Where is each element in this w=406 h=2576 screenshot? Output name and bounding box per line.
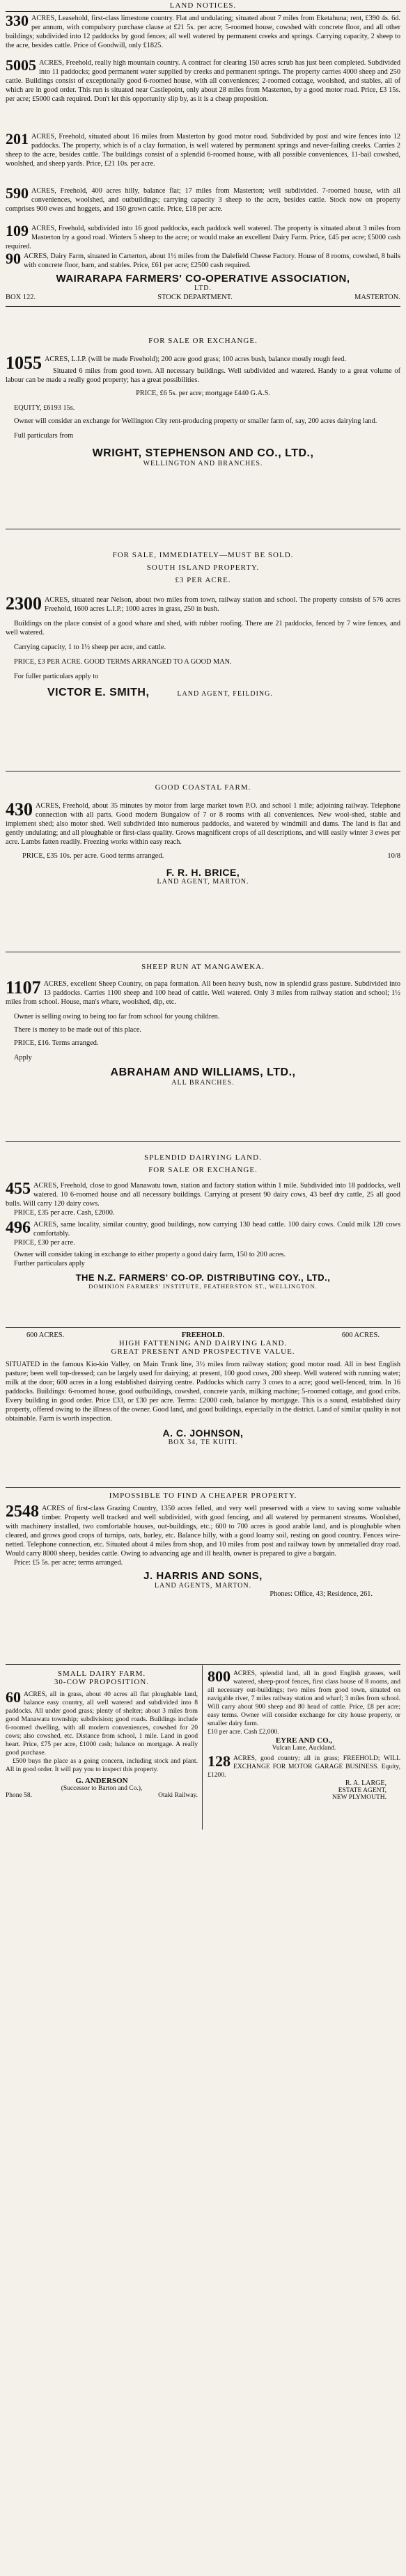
- divider: [6, 1327, 400, 1328]
- listing-text: ACRES, good country; all in grass; FREEHOLD; WILL EXCHANGE FOR MOTOR GARAGE BUSINESS. Equity, £1200.: [208, 1754, 400, 1779]
- listing-number: 590: [6, 184, 29, 202]
- agent-name: J. HARRIS AND SONS,: [143, 1570, 263, 1582]
- listing-text: ACRES, Freehold, really high mountain country. A contract for clearing 150 acres scrub has just been completed. Subdivided into 11 paddocks; good permanent water supplied by creeks and permanent springs. The property carries 4000 sheep and 250 cattle. Buildings consist of exceptionally good 6-roomed house, with all conveniences; 2-roomed cottage, woolshed, and stables, all of which are in good order. This run is situated near Castlepoint, only about 28 miles from Masterton, by a good motor road. Price, £3 15s. per acre; £5000 cash required. Don't let this opportunity slip by, as it is a cheap proposition.: [6, 59, 400, 103]
- divider: [6, 1141, 400, 1142]
- listing-text: ACRES, Dairy Farm, situated in Carterton, about 1½ miles from the Dalefield Cheese Factory. House of 8 rooms, cowshed, 8 bails with concrete floor, barn, and stables. Price, £61 per acre; £2500 cash required.: [24, 253, 400, 269]
- price: Price: £5 5s. per acre; terms arranged.: [14, 1559, 123, 1567]
- land-notices-header: [6, 1, 400, 10]
- ad-header: SMALL DAIRY FARM.: [57, 1670, 146, 1678]
- ad-header: SPLENDID DAIRYING LAND.: [144, 1153, 262, 1162]
- listing-number: 128: [208, 1752, 231, 1770]
- price: PRICE, £3 PER ACRE. GOOD TERMS ARRANGED TO A GOOD MAN.: [14, 658, 232, 666]
- price: PRICE, £35 per acre. Cash, £2000.: [14, 1209, 115, 1217]
- listing-90: [6, 252, 400, 270]
- listing-number: 430: [6, 799, 33, 819]
- agent-name: ABRAHAM AND WILLIAMS, LTD.,: [110, 1066, 296, 1078]
- listing-text: Owner is selling owing to being too far from school for young children.: [14, 1013, 220, 1021]
- divider: [6, 1664, 400, 1665]
- listing-text: ACRES, excellent Sheep Country, on papa formation. All been heavy bush, now in splendid grass pasture. Subdivided into 13 paddocks. Carries 1100 sheep and 100 head of cattle. Well watered. Only 3 miles from railway station and school; 1½ miles from school. House, man's whare, woolshed, dip, etc.: [6, 980, 400, 1006]
- agent-address: BOX 34, TE KUITI.: [168, 1439, 238, 1446]
- listing-5005: [6, 58, 400, 104]
- listing-number: 800: [208, 1667, 231, 1685]
- listing-number: 455: [6, 1180, 31, 1198]
- equity: EQUITY, £6193 15s.: [14, 404, 75, 412]
- listing-text: ACRES, splendid land, all in good English grasses, well watered, sheep-proof fences, first class house of 8 rooms, and all necessary out-buildings; two miles from good town, situated on navigable river, 7 miles railway station and wharf; 3 miles from school. Will carry about 900 sheep and 80 head of cattle. Price, £8 per acre; easy terms. Owner will consider exchange for city house property, or smaller dairy farm.: [208, 1670, 400, 1727]
- agent-name: A. C. JOHNSON,: [162, 1427, 244, 1439]
- listing-text: ACRES, same locality, similar country, good buildings, now carrying 130 head cattle. 100 dairy cows. Could milk 120 cows comfortably.: [33, 1221, 400, 1238]
- listing-number: 60: [6, 1688, 21, 1706]
- town: MASTERTON.: [354, 294, 400, 301]
- listing-text: ACRES, Freehold, subdivided into 16 good paddocks, each paddock well watered. The property is situated about 3 miles from Masterton by a good road. Winters 5 sheep to the acre; or would make an excellent Dairy Farm. Price, £45 per acre; £5000 cash required.: [6, 225, 400, 250]
- agent-name: EYRE AND CO.,: [275, 1736, 333, 1745]
- full-particulars: Full particulars from: [14, 432, 74, 440]
- agent-name: WRIGHT, STEPHENSON AND CO., LTD.,: [92, 447, 314, 459]
- listing-text: £500 buys the place as a going concern, including stock and plant. All in good order. It will pay you to inspect this property.: [6, 1757, 198, 1773]
- ad-subheader: 30-COW PROPOSITION.: [54, 1678, 150, 1686]
- agent-branches: ALL BRANCHES.: [171, 1079, 235, 1087]
- listing-number: 201: [6, 130, 29, 147]
- ad-subheader: SOUTH ISLAND PROPERTY.: [146, 563, 260, 572]
- agent-ltd: LTD.: [194, 285, 212, 292]
- listing-text: ACRES, Freehold, close to good Manawatu town, station and factory station within 1 mile. Subdivided into 18 paddocks, well watered. 10 6-roomed house and all necessary buildings. Carrying at present 90 dairy cows, 43 beef dry cattle, 25 all good bulls. Will carry 120 dairy cows.: [6, 1182, 400, 1208]
- listing-number: 496: [6, 1219, 31, 1237]
- agent-name: WAIRARAPA FARMERS' CO-OPERATIVE ASSOCIATION,: [56, 273, 350, 285]
- divider: [6, 306, 400, 307]
- apply: Apply: [14, 1054, 32, 1062]
- acres-left: 600 ACRES.: [26, 1331, 65, 1339]
- listing-text: Owner will consider taking in exchange to either property a good dairy farm, 150 to 200 acres.: [14, 1251, 286, 1258]
- listing-109: [6, 224, 400, 251]
- divider: [6, 1487, 400, 1488]
- agent-name: F. R. H. BRICE,: [166, 867, 240, 878]
- listing-201: [6, 132, 400, 168]
- listing-text: There is money to be made out of this place.: [14, 1026, 142, 1034]
- ad-subheader: £3 PER ACRE.: [175, 576, 231, 584]
- ad-coastal-farm: [6, 783, 400, 886]
- listing-number: 90: [6, 250, 21, 267]
- agent-address: Otaki Railway.: [158, 1792, 198, 1799]
- listing-330: [6, 14, 400, 50]
- tenure: FREEHOLD.: [181, 1331, 225, 1339]
- listing-number: 1107: [6, 977, 41, 998]
- ad-cheaper-property: [6, 1491, 400, 1599]
- ad-ref: 10/8: [387, 852, 400, 860]
- listing-text: ACRES, Freehold, 400 acres hilly, balance flat; 17 miles from Masterton; well subdivided. 7-roomed house, with all conveniences, woolshed, and outbuildings; carrying capacity 3 sheep to the acre, besides cattle. Stock now on property comprises 900 ewes and hoggets, and 150 grown cattle. Price, £18 per acre.: [6, 187, 400, 213]
- listing-text: ACRES, all in grass, about 40 acres all flat ploughable land, balance easy country, all well watered and subdivided into 8 paddocks. All under good grass; plenty of shelter; about 3 miles from good Manawatu township; subdivision; good roads. Buildings include 6-roomed dwelling, with all modern conveniences, cowshed for 20 cows; also cowshed, etc. Distance from school, 1 mile. Land in good heart. Price, £75 per acre, £1000 cash; balance on mortgage. A really good purchase.: [6, 1690, 198, 1757]
- agent-name: G. ANDERSON: [75, 1777, 128, 1785]
- divider: [6, 11, 400, 12]
- agent-address: Vulcan Lane, Auckland.: [272, 1745, 336, 1752]
- price: PRICE, £6 5s. per acre; mortgage £440 G.A.S.: [136, 390, 270, 397]
- listing-text: Owner will consider an exchange for Wellington City rent-producing property or smaller farm of, say, 200 acres dairying land.: [14, 417, 377, 425]
- ad-header: SHEEP RUN AT MANGAWEKA.: [141, 963, 265, 971]
- listing-text: SITUATED in the famous Kio-kio Valley, on Main Trunk line, 3½ miles from railway station; good motor road. All in best English pasture; been well top-dressed; can be largely used for dairying; at present, 100 good cows, 200 sheep. Well watered with running water; milk at the door; 600 acres in a long established dairying centre. Paddocks which carry 3 cows to a acre; good well-fenced, trim. In 16 paddocks. Buildings: 6-roomed house, good outbuildings, cowshed, concrete yards, milking machine; 5-roomed cottage, and good cribs. Every building in good order. Price £33, or £30 per acre. Terms: £2000 cash, balance by mortgage. This is a sound, established dairy property, offered owing to the illness of the owner. Good land, and good buildings, especially in the district. Land of similar quality is not obtainable. Farm is worth inspection.: [6, 1361, 400, 1423]
- listing-number: 5005: [6, 56, 36, 74]
- wairarapa-agent: [6, 273, 400, 301]
- phone: Phone 58.: [6, 1792, 32, 1799]
- price: PRICE, £35 10s. per acre. Good terms arranged.: [22, 852, 164, 860]
- agent-sub: (Successor to Barton and Co.),: [61, 1785, 143, 1792]
- ad-dairying-land: [6, 1153, 400, 1290]
- listing-text: ACRES, Leasehold, first-class limestone country. Flat and undulating; situated about 7 miles from Eketahuna; rent, £390 4s. 6d. per annum, with compulsory purchase clause at £21 5s. per acre; 5-roomed house, cowshed with concrete floor, and all other buildings; subdivided into 12 paddocks by good fences; all well watered by permanent creeks and springs. Carrying capacity, 2 sheep to the acre, besides cattle. Price of Goodwill, only £1825.: [6, 15, 400, 49]
- listing-text: ACRES, Freehold, about 35 minutes by motor from large market town P.O. and school 1 mile; adjoining railway. Telephone connection with all parts. Good modern Bungalow of 7 or 8 rooms with all conveniences. New wool-shed, stable and implement shed; also motor shed. Well subdivided into numerous paddocks, and watered by windmill and dams. The land is flat and gently undulating; and all ploughable or first-class quality. Grows magnificent crops of all descriptions, and will easily winter 3 ewes per acre. Lambs fatten readily. Freezing works within easy reach.: [6, 802, 400, 846]
- box-number: BOX 122.: [6, 294, 36, 301]
- ad-subheader: HIGH FATTENING AND DAIRYING LAND.: [118, 1339, 288, 1347]
- agent-address: DOMINION FARMERS' INSTITUTE, FEATHERSTON ST., WELLINGTON.: [88, 1283, 318, 1290]
- phones: Phones: Office, 43; Residence, 261.: [270, 1590, 373, 1598]
- agent-role: LAND AGENT, FEILDING.: [177, 690, 273, 698]
- ad-south-island: [6, 551, 400, 699]
- ad-sheep-run: [6, 963, 400, 1087]
- further-particulars: For fuller particulars apply to: [14, 673, 99, 680]
- listing-number: 2300: [6, 593, 42, 614]
- listing-text: ACRES of first-class Grazing Country, 1350 acres felled, and very well preserved with a view to saving some valuable timber. Property well tracked and well subdivided, with good fencing, and all watered by permanent streams. Woolshed, with machinery installed, two comfortable houses, out-buildings, etc.; 600 to 700 acres is good arable land, and is ploughable when cleared, and grows good crops of turnips, oats, barley, etc. Balance hilly, with a good loamy soil, resting on good country. Fences wire-netted. Telephone connection, etc. Situated about 4 miles from shop, and 10 miles from post and railway town by unmetalled dray road. Would carry 8000 sheep, besides cattle. Owing to advancing age and ill health, owner is prepared to give a bargain.: [6, 1505, 400, 1558]
- department: STOCK DEPARTMENT.: [157, 294, 233, 301]
- agent-role: LAND AGENTS, MARTON.: [154, 1582, 252, 1590]
- ad-header: FOR SALE OR EXCHANGE.: [148, 337, 258, 345]
- column-divider: [202, 1665, 203, 1830]
- listing-number: 1055: [6, 353, 42, 373]
- price: PRICE, £16. Terms arranged.: [14, 1039, 99, 1047]
- price: £10 per acre. Cash £2,000.: [208, 1728, 279, 1736]
- listing-text: ACRES, situated near Nelson, about two miles from town, railway station and school. The property consists of 576 acres Freehold, 1600 acres L.I.P.; 1000 acres in grass, 250 in bush.: [45, 596, 400, 613]
- ad-header: FOR SALE, IMMEDIATELY—MUST BE SOLD.: [112, 551, 294, 559]
- listing-text: ACRES, L.I.P. (will be made Freehold); 200 acre good grass; 100 acres bush, balance mostly rough feed.: [45, 355, 346, 363]
- ad-header: GOOD COASTAL FARM.: [155, 783, 251, 792]
- ad-600-acres: [6, 1331, 400, 1446]
- ad-subheader: GREAT PRESENT AND PROSPECTIVE VALUE.: [111, 1347, 295, 1356]
- listing-text: Situated 6 miles from good town. All necessary buildings. Well subdivided and watered. Handy to a great volume of labour can be made a really good property; has a great possibilities.: [6, 367, 400, 384]
- ad-for-sale-or-exchange: [6, 337, 400, 467]
- ad-header: IMPOSSIBLE TO FIND A CHEAPER PROPERTY.: [109, 1491, 297, 1500]
- agent-name: VICTOR E. SMITH,: [47, 687, 150, 698]
- price: PRICE, £30 per acre.: [14, 1239, 75, 1247]
- agent-address: NEW PLYMOUTH.: [331, 1794, 387, 1801]
- section-header: LAND NOTICES.: [169, 1, 237, 10]
- further-particulars: Further particulars apply: [14, 1260, 85, 1267]
- listing-text: ACRES, Freehold, situated about 16 miles from Masterton by good motor road. Subdivided by post and wire fences into 12 paddocks. The property, which is of a clay formation, is well watered by permanent springs and never-failing creeks. Carries 2 sheep to the acre, besides cattle. The buildings consist of a splendid 6-roomed house, with all possible conveniences, 11-bail cowshed, woolshed, and sheep yards. Price, £21 10s. per acre.: [6, 133, 400, 168]
- ad-subheader: FOR SALE OR EXCHANGE.: [148, 1166, 258, 1174]
- ad-small-dairy-farm: [6, 1670, 198, 1799]
- agent-branches: WELLINGTON AND BRANCHES.: [143, 460, 263, 467]
- ad-800-acres: [208, 1667, 400, 1801]
- acres-right: 600 ACRES.: [341, 1331, 380, 1339]
- listing-590: [6, 186, 400, 214]
- listing-number: 109: [6, 222, 29, 239]
- agent-role: LAND AGENT, MARTON.: [157, 878, 249, 886]
- listing-number: 2548: [6, 1503, 39, 1521]
- agent-name: R. A. LARGE,: [345, 1779, 387, 1787]
- listing-text: Carrying capacity, 1 to 1½ sheep per acre, and cattle.: [14, 643, 166, 651]
- listing-text: Buildings on the place consist of a good whare and shed, with rubber roofing. There are 21 paddocks, fenced by 7 wire fences, and well watered.: [6, 620, 400, 637]
- agent-role: ESTATE AGENT,: [338, 1787, 387, 1794]
- agent-name: THE N.Z. FARMERS' CO-OP. DISTRIBUTING COY., LTD.,: [75, 1272, 331, 1283]
- listing-number: 330: [6, 12, 29, 29]
